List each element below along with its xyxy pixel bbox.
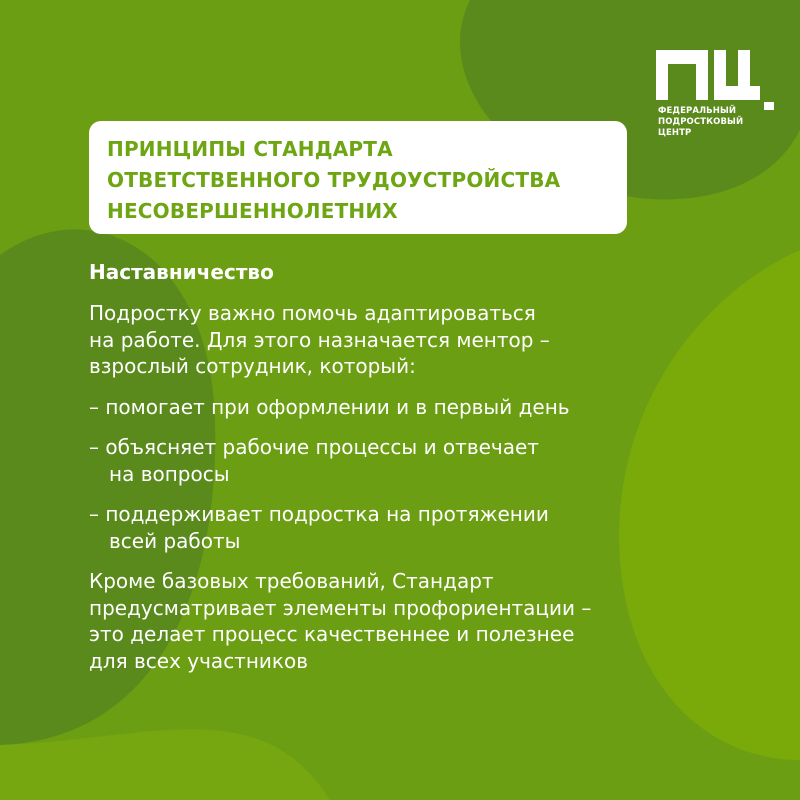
logo-line: ПОДРОСТКОВЫЙ [658,117,744,127]
bullet-line: – поддерживает подростка на протяжении [89,502,549,526]
intro-line: на работе. Для этого назначается ментор – [89,327,550,352]
outro-paragraph [89,568,749,674]
outro-line: для всех участников [89,648,309,673]
outro-line: это делает процесс качественнее и полезнее [89,622,575,646]
list-item [89,434,749,487]
section-heading: Наставничество [89,260,274,284]
logo-line: ФЕДЕРАЛЬНЫЙ [658,106,737,116]
bullet-list [89,394,749,555]
outro-line: предусматривает элементы профориентации – [89,595,592,620]
logo [656,50,776,150]
bullet-line: всей работы [109,528,241,553]
bullet-line: на вопросы [109,461,230,486]
logo-line: ЦЕНТР [658,128,692,138]
fpc-logo-icon [656,50,776,110]
bullet-line: – объясняет рабочие процессы и отвечает [89,435,539,459]
intro-paragraph [89,300,749,380]
logo-text [658,106,768,139]
intro-line: взрослый сотрудник, который: [89,354,416,378]
title-line: ОТВЕТСТВЕННОГО ТРУДОУСТРОЙСТВА [107,168,561,192]
title-line: ПРИНЦИПЫ СТАНДАРТА [107,137,393,161]
bullet-line: – помогает при оформлении и в первый день [89,394,570,419]
title-card [89,121,627,234]
title-line: НЕСОВЕРШЕННОЛЕТНИХ [107,199,398,223]
list-item [89,501,749,554]
content [89,258,749,674]
intro-line: Подростку важно помочь адаптироваться [89,301,536,325]
list-item [89,394,749,421]
outro-line: Кроме базовых требований, Стандарт [89,569,494,593]
